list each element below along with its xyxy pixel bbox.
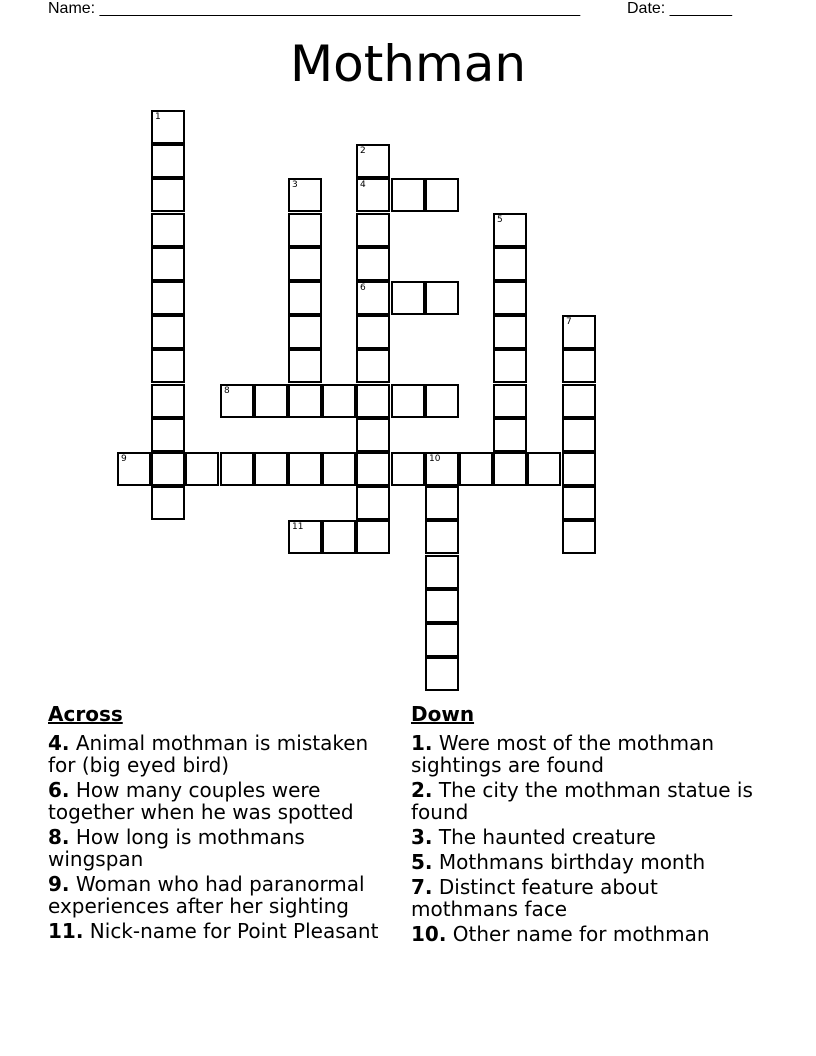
clue-number: 11. <box>48 919 84 943</box>
clue-text: Nick-name for Point Pleasant <box>89 919 379 943</box>
cell-number: 8 <box>224 386 230 396</box>
grid-cell[interactable] <box>493 452 527 486</box>
grid-cell[interactable] <box>356 247 390 281</box>
grid-cell[interactable] <box>254 452 288 486</box>
grid-cell[interactable] <box>356 349 390 383</box>
grid-cell[interactable] <box>356 315 390 349</box>
grid-cell[interactable] <box>151 110 185 144</box>
grid-cell[interactable] <box>562 520 596 554</box>
cell-number: 7 <box>566 317 572 327</box>
grid-cell[interactable] <box>117 452 151 486</box>
grid-cell[interactable] <box>288 452 322 486</box>
grid-cell[interactable] <box>493 384 527 418</box>
grid-cell[interactable] <box>493 247 527 281</box>
grid-cell[interactable] <box>562 315 596 349</box>
clue-number: 7. <box>411 875 433 899</box>
clue-text: Other name for mothman <box>452 922 710 946</box>
grid-cell[interactable] <box>391 452 425 486</box>
clue-number: 3. <box>411 825 433 849</box>
grid-cell[interactable] <box>288 315 322 349</box>
clue-text: How long is mothmans wingspan <box>48 825 305 871</box>
grid-cell[interactable] <box>322 520 356 554</box>
grid-cell[interactable] <box>151 281 185 315</box>
clue-number: 1. <box>411 731 433 755</box>
date-field[interactable]: Date: _______ <box>627 0 732 17</box>
cell-number: 5 <box>497 215 503 225</box>
grid-cell[interactable] <box>527 452 561 486</box>
grid-cell[interactable] <box>391 178 425 212</box>
cell-number: 9 <box>121 454 127 464</box>
cell-number: 11 <box>292 522 304 532</box>
grid-cell[interactable] <box>562 452 596 486</box>
down-heading: Down <box>411 702 475 726</box>
grid-cell[interactable] <box>356 486 390 520</box>
down-clues <box>411 702 761 948</box>
grid-cell[interactable] <box>185 452 219 486</box>
clue-down-7 <box>411 876 761 920</box>
grid-cell[interactable] <box>151 418 185 452</box>
grid-cell[interactable] <box>425 384 459 418</box>
clue-number: 8. <box>48 825 70 849</box>
clue-across-11 <box>48 920 398 942</box>
grid-cell[interactable] <box>425 589 459 623</box>
grid-cell[interactable] <box>562 418 596 452</box>
grid-cell[interactable] <box>562 384 596 418</box>
grid-cell[interactable] <box>288 349 322 383</box>
clue-down-1 <box>411 732 761 776</box>
clue-text: Woman who had paranormal experiences after her sighting <box>48 872 365 918</box>
grid-cell[interactable] <box>254 384 288 418</box>
grid-cell[interactable] <box>356 281 390 315</box>
grid-cell[interactable] <box>493 213 527 247</box>
grid-cell[interactable] <box>151 247 185 281</box>
grid-cell[interactable] <box>459 452 493 486</box>
clue-number: 6. <box>48 778 70 802</box>
clue-number: 4. <box>48 731 70 755</box>
grid-cell[interactable] <box>151 315 185 349</box>
across-clues <box>48 702 398 945</box>
grid-cell[interactable] <box>493 281 527 315</box>
grid-cell[interactable] <box>356 213 390 247</box>
grid-cell[interactable] <box>151 486 185 520</box>
grid-cell[interactable] <box>288 384 322 418</box>
clue-text: Were most of the mothman sightings are found <box>411 731 715 777</box>
grid-cell[interactable] <box>425 452 459 486</box>
clue-text: The haunted creature <box>438 825 656 849</box>
cell-number: 1 <box>155 112 161 122</box>
cell-number: 2 <box>360 146 366 156</box>
grid-cell[interactable] <box>220 384 254 418</box>
clue-text: Animal mothman is mistaken for (big eyed bird) <box>48 731 369 777</box>
cell-number: 3 <box>292 180 298 190</box>
clue-text: The city the mothman statue is found <box>411 778 753 824</box>
grid-cell[interactable] <box>356 452 390 486</box>
grid-cell[interactable] <box>493 418 527 452</box>
grid-cell[interactable] <box>425 486 459 520</box>
grid-cell[interactable] <box>151 384 185 418</box>
grid-cell[interactable] <box>322 384 356 418</box>
grid-cell[interactable] <box>288 178 322 212</box>
clue-text: Mothmans birthday month <box>438 850 706 874</box>
grid-cell[interactable] <box>425 281 459 315</box>
clue-across-6 <box>48 779 398 823</box>
clue-down-2 <box>411 779 761 823</box>
clue-across-4 <box>48 732 398 776</box>
grid-cell[interactable] <box>288 213 322 247</box>
cell-number: 4 <box>360 180 366 190</box>
grid-cell[interactable] <box>425 623 459 657</box>
grid-cell[interactable] <box>425 657 459 691</box>
grid-cell[interactable] <box>391 281 425 315</box>
grid-cell[interactable] <box>356 384 390 418</box>
clue-number: 10. <box>411 922 447 946</box>
page-title: Mothman <box>289 35 527 93</box>
grid-cell[interactable] <box>220 452 254 486</box>
grid-cell[interactable] <box>425 555 459 589</box>
grid-cell[interactable] <box>151 452 185 486</box>
grid-cell[interactable] <box>356 144 390 178</box>
grid-cell[interactable] <box>356 418 390 452</box>
grid-cell[interactable] <box>151 144 185 178</box>
grid-cell[interactable] <box>151 213 185 247</box>
grid-cell[interactable] <box>288 281 322 315</box>
grid-cell[interactable] <box>493 349 527 383</box>
grid-cell[interactable] <box>288 520 322 554</box>
clue-number: 2. <box>411 778 433 802</box>
grid-cell[interactable] <box>562 349 596 383</box>
clue-number: 5. <box>411 850 433 874</box>
clue-across-8 <box>48 826 398 870</box>
clue-across-9 <box>48 873 398 917</box>
grid-cell[interactable] <box>493 315 527 349</box>
grid-cell[interactable] <box>356 178 390 212</box>
grid-cell[interactable] <box>151 178 185 212</box>
clue-text: How many couples were together when he was spotted <box>48 778 354 824</box>
grid-cell[interactable] <box>562 486 596 520</box>
across-heading: Across <box>48 702 123 726</box>
grid-cell[interactable] <box>322 452 356 486</box>
clue-down-3 <box>411 826 761 848</box>
grid-cell[interactable] <box>151 349 185 383</box>
clue-text: Distinct feature about mothmans face <box>411 875 658 921</box>
cell-number: 6 <box>360 283 366 293</box>
clue-down-5 <box>411 851 761 873</box>
grid-cell[interactable] <box>425 178 459 212</box>
clue-number: 9. <box>48 872 70 896</box>
name-field[interactable]: Name: ______________________________________________________ <box>48 0 581 17</box>
cell-number: 10 <box>429 454 441 464</box>
grid-cell[interactable] <box>425 520 459 554</box>
grid-cell[interactable] <box>391 384 425 418</box>
grid-cell[interactable] <box>288 247 322 281</box>
clue-down-10 <box>411 923 761 945</box>
grid-cell[interactable] <box>356 520 390 554</box>
